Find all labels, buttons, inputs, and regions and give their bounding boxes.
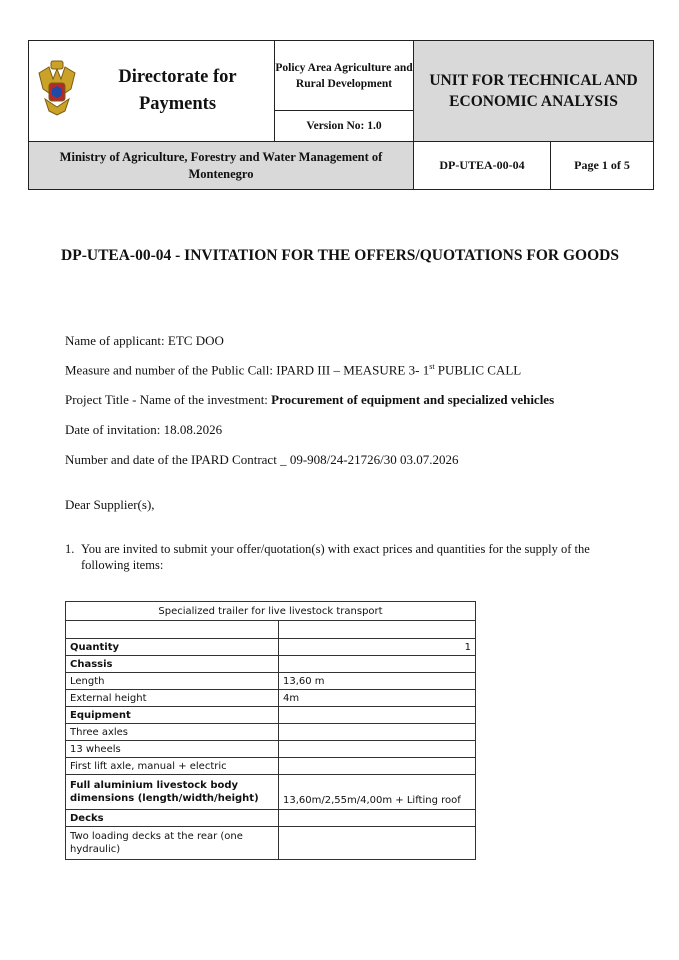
- table-row: [66, 758, 476, 775]
- row-value: [279, 707, 476, 724]
- row-value: [279, 758, 476, 775]
- row-label: Two loading decks at the rear (one hydraulic): [66, 827, 279, 860]
- spec-table-caption: Specialized trailer for live livestock transport: [66, 602, 476, 621]
- table-row: [66, 656, 476, 673]
- row-value: 13,60 m: [279, 673, 476, 690]
- doc-code-cell: DP-UTEA-00-04: [414, 142, 551, 190]
- row-value: [279, 827, 476, 860]
- row-label: 13 wheels: [66, 741, 279, 758]
- measure-label: Measure and number of the Public Call:: [65, 362, 277, 378]
- spacer-cell: [279, 621, 476, 639]
- table-row: [66, 639, 476, 656]
- item-text: You are invited to submit your offer/quotation(s) with exact prices and quantities for the supply of the following items:: [81, 542, 590, 572]
- item-number: 1.: [65, 542, 75, 556]
- project-value: Procurement of equipment and specialized vehicles: [271, 392, 555, 407]
- date-value: 18.08.2026: [163, 422, 223, 437]
- applicant-label: Name of applicant:: [65, 333, 168, 348]
- spec-table: [65, 601, 476, 860]
- unit-name-cell: UNIT FOR TECHNICAL AND ECONOMIC ANALYSIS: [414, 41, 654, 142]
- document-header-table: [28, 40, 654, 190]
- row-label: Full aluminium livestock body dimensions (length/width/height): [66, 775, 279, 810]
- ministry-cell: Ministry of Agriculture, Forestry and Water Management of Montenegro: [29, 142, 414, 190]
- measure-ordinal: st: [429, 362, 435, 371]
- directorate-name: Directorate for Payments: [118, 67, 237, 114]
- row-value: [279, 724, 476, 741]
- table-row: [66, 741, 476, 758]
- project-label: Project Title - Name of the investment:: [65, 392, 272, 407]
- table-row: [66, 775, 476, 810]
- row-value: 13,60m/2,55m/4,00m + Lifting roof: [279, 775, 476, 810]
- document-title: DP-UTEA-00-04 - INVITATION FOR THE OFFERS/QUOTATIONS FOR GOODS: [61, 247, 619, 264]
- row-label: External height: [66, 690, 279, 707]
- measure-line: [65, 362, 521, 378]
- list-item: [65, 541, 625, 573]
- table-row: [66, 673, 476, 690]
- row-value: 1: [279, 639, 476, 656]
- table-row: [66, 707, 476, 724]
- project-line: [65, 392, 554, 408]
- montenegro-coat-of-arms-icon: [35, 59, 79, 119]
- measure-value-end: PUBLIC CALL: [434, 362, 522, 378]
- row-value: 4m: [279, 690, 476, 707]
- row-label: Quantity: [66, 639, 279, 656]
- measure-value: IPARD III – MEASURE 3- 1: [276, 362, 430, 378]
- policy-area-cell: Policy Area Agriculture and Rural Development: [275, 41, 414, 111]
- contract-line: [65, 452, 458, 468]
- row-label: Three axles: [66, 724, 279, 741]
- applicant-line: [65, 333, 224, 349]
- table-row: [66, 827, 476, 860]
- date-line: [65, 422, 222, 438]
- table-row: [66, 724, 476, 741]
- table-row: [66, 690, 476, 707]
- row-value: [279, 656, 476, 673]
- row-label: First lift axle, manual + electric: [66, 758, 279, 775]
- greeting: Dear Supplier(s),: [65, 497, 155, 512]
- row-label: Equipment: [66, 707, 279, 724]
- version-cell: Version No: 1.0: [275, 111, 414, 142]
- date-label: Date of invitation:: [65, 422, 164, 437]
- row-value: [279, 810, 476, 827]
- row-label: Chassis: [66, 656, 279, 673]
- page-number-cell: Page 1 of 5: [551, 142, 654, 190]
- directorate-cell: [29, 41, 275, 142]
- row-label: Decks: [66, 810, 279, 827]
- row-label: Length: [66, 673, 279, 690]
- spacer-cell: [66, 621, 279, 639]
- applicant-value: ETC DOO: [167, 333, 224, 348]
- contract-value: 09-908/24-21726/30 03.07.2026: [289, 452, 459, 467]
- contract-label: Number and date of the IPARD Contract _: [65, 452, 290, 467]
- row-value: [279, 741, 476, 758]
- table-row: [66, 810, 476, 827]
